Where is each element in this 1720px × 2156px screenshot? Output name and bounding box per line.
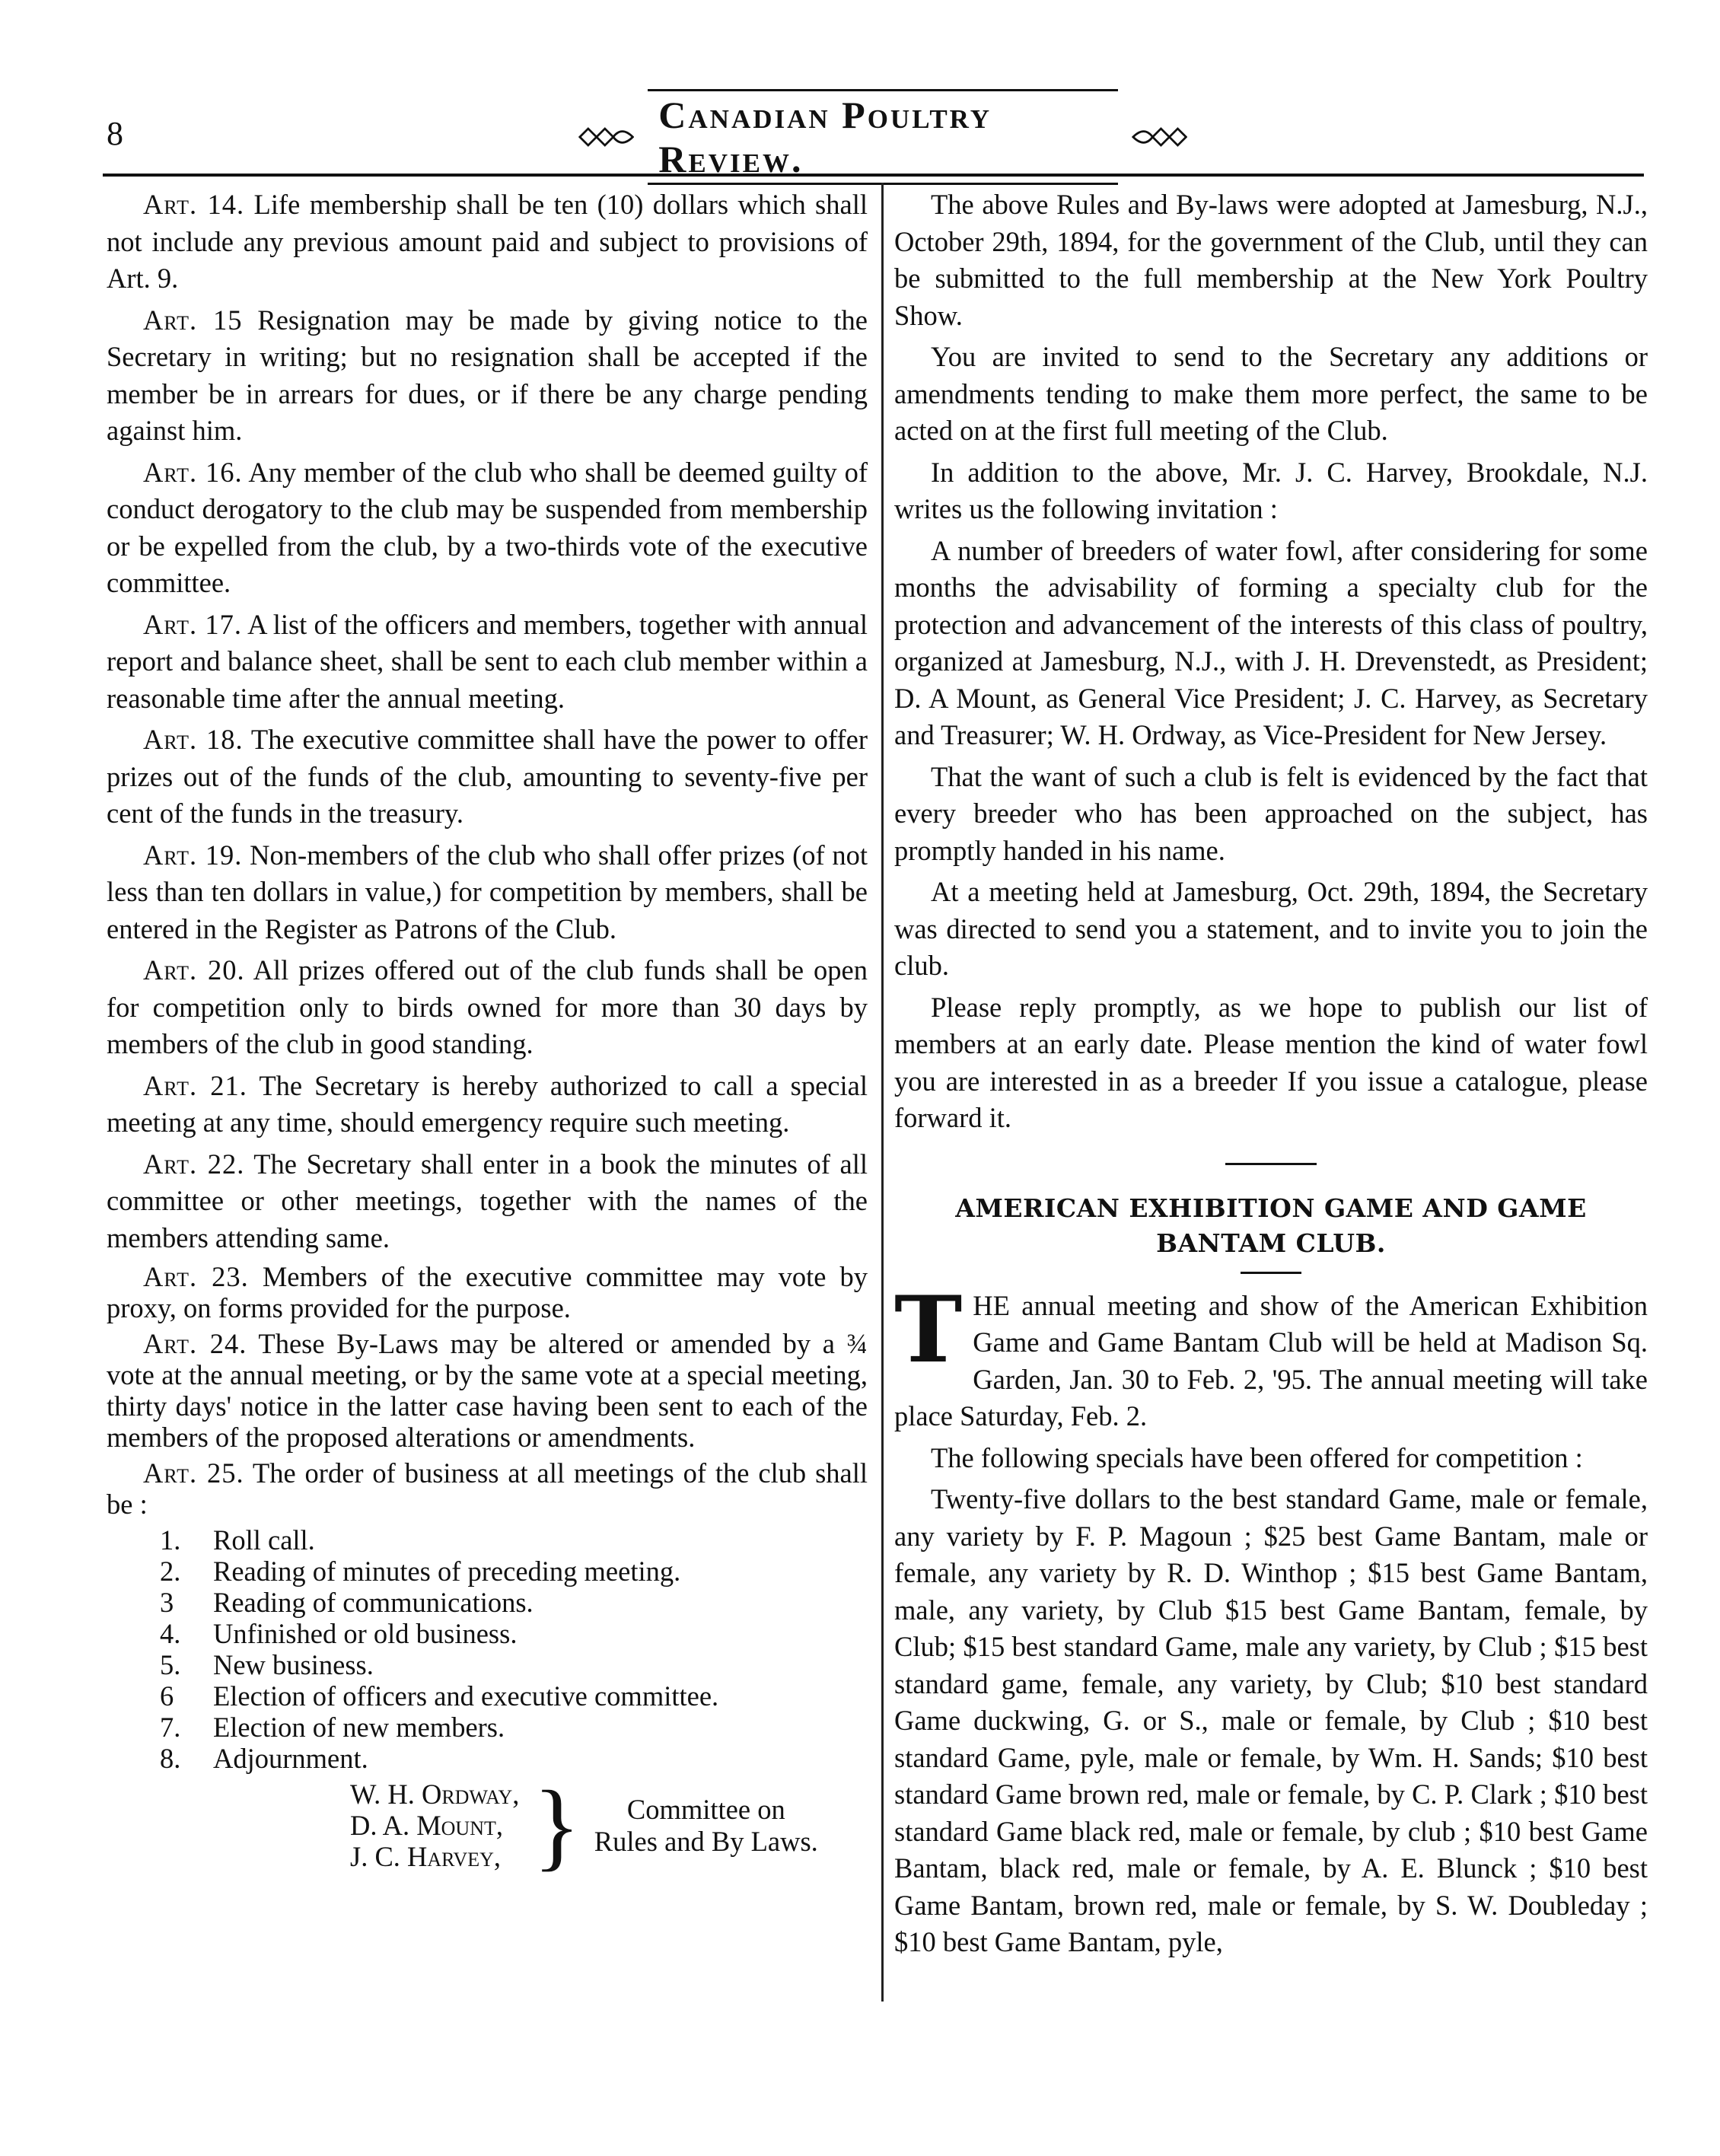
section-paragraph: THE annual meeting and show of the American Exhibition Game and Game Bantam Club will be held at Madison Sq. Garden, Jan. 30 to Feb. 2, '95. The annual meeting will take place Saturday, Feb. 2.	[894, 1275, 1648, 1431]
paragraph: A number of breeders of water fowl, after considering for some months the advisability of forming a specialty club for the protection and advancement of the interests of this class of poultry, organized at Jamesburg, N.J., with J. H. Drevenstedt, as President; D. A Mount, as General Vice President; J. C. Harvey, as Secretary and Treasurer; W. H. Ordway, as Vice-President for New Jersey.	[894, 534, 1648, 750]
list-item: 5. New business.	[160, 1649, 374, 1680]
paragraph: In addition to the above, Mr. J. C. Harvey, Brookdale, N.J. writes us the following invitation :	[894, 456, 1648, 524]
article-16: Art. 16. Any member of the club who shall be deemed guilty of conduct derogatory to the club may be suspended from membership or be expelled from the club, by a two-thirds vote of the executive committee.	[107, 456, 868, 598]
article-14: Art. 14. Life membership shall be ten (10) dollars which shall not include any previous amount paid and subject to provisions of Art. 9.	[107, 189, 868, 294]
right-column	[894, 186, 1648, 1966]
paragraph: You are invited to send to the Secretary any additions or amendments tending to make them more perfect, the same to be acted on at the first full meeting of the Club.	[894, 341, 1648, 446]
paragraph: That the want of such a club is felt is evidenced by the fact that every breeder who has been approached on the subject, has promptly handed in his name.	[894, 760, 1648, 866]
masthead	[578, 94, 1187, 180]
committee-label: Committee on Rules and By Laws.	[594, 1793, 818, 1857]
section-paragraph: The following specials have been offered for competition :	[931, 1441, 1583, 1473]
paragraph: The above Rules and By-laws were adopted at Jamesburg, N.J., October 29th, 1894, for the government of the Club, until they can be submitted to the full membership at the New York Poultry Show.	[894, 189, 1648, 331]
article-17: Art. 17. A list of the officers and members, together with annual report and balance sheet, shall be sent to each club member within a reasonable time after the annual meeting.	[107, 608, 868, 714]
article-19: Art. 19. Non-members of the club who shall offer prizes (of not less than ten dollars in value,) for competition by members, shall be entered in the Register as Patrons of the Club.	[107, 839, 868, 944]
list-item: 8. Adjournment.	[160, 1743, 368, 1774]
heading-underline	[1241, 1272, 1301, 1274]
list-item: 3 Reading of communications.	[160, 1587, 534, 1618]
signatory: W. H. Ordway,	[350, 1779, 520, 1810]
paragraph: Please reply promptly, as we hope to publish our list of members at an early date. Please mention the kind of water fowl you are interested in as a breeder If you issue a catalogue, please forward it.	[894, 991, 1648, 1133]
article-15: Art. 15 Resignation may be made by giving notice to the Secretary in writing; but no resignation shall be accepted if the member be in arrears for dues, or if there be any charge pending against him.	[107, 304, 868, 446]
column-divider	[881, 183, 884, 2002]
article-20: Art. 20. All prizes offered out of the club funds shall be open for competition only to birds owned for more than 30 days by members of the club in good standing.	[107, 954, 868, 1059]
section-heading: AMERICAN EXHIBITION GAME AND GAME BANTAM CLUB.	[955, 1193, 1587, 1258]
ornament-right-icon	[1132, 122, 1187, 152]
drop-cap: T	[894, 1275, 963, 1384]
list-item: 1. Roll call.	[160, 1524, 315, 1556]
signature-block	[350, 1770, 868, 1881]
page-number: 8	[107, 115, 123, 152]
paragraph: At a meeting held at Jamesburg, Oct. 29th, 1894, the Secretary was directed to send you a statement, and to invite you to join the club.	[894, 876, 1648, 981]
article-24: Art. 24. These By-Laws may be altered or amended by a ¾ vote at the annual meeting, or by the same vote at a special meeting, thirty days' notice in the latter case having been sent to each of the members of the proposed alterations or amendments.	[107, 1328, 868, 1453]
article-23: Art. 23. Members of the executive committee may vote by proxy, on forms provided for the purpose.	[107, 1261, 868, 1323]
article-18: Art. 18. The executive committee shall have the power to offer prizes out of the funds of the club, amounting to seventy-five per cent of the funds in the treasury.	[107, 724, 868, 829]
header-rule	[103, 174, 1644, 177]
signatory: D. A. Mount,	[350, 1810, 503, 1841]
left-column	[107, 186, 868, 1881]
brace-icon: }	[533, 1770, 581, 1881]
ornament-left-icon	[578, 122, 634, 152]
signatory-names	[350, 1779, 519, 1872]
list-item: 6 Election of officers and executive committee.	[160, 1680, 719, 1712]
section-paragraph: Twenty-five dollars to the best standard Game, male or female, any variety by F. P. Magoun ; $25 best Game Bantam, male or female, any variety by R. D. Winthop ; $15 best Game Bantam, male, any variety, by Club $15 best Game Bantam, female, by Club; $15 best standard Game, male any variety, by Club ; $15 best standard game, female, any variety, by Club; $10 best standard Game duckwing, G. or S., male or female, by Club ; $10 best standard Game, pyle, male or female, by Wm. H. Sands; $10 best standard Game brown red, male or female, by C. P. Clark ; $10 best standard Game black red, male or female, by club ; $10 best Game Bantam, black red, male or female, by A. E. Blunck ; $10 best Game Bantam, brown red, male or female, by S. W. Doubleday ; $10 best Game Bantam, pyle,	[894, 1483, 1648, 1957]
article-22: Art. 22. The Secretary shall enter in a book the minutes of all committee or other meetings, together with the names of the members attending same.	[107, 1148, 868, 1253]
article-25: Art. 25. The order of business at all meetings of the club shall be :	[107, 1457, 868, 1520]
list-item: 2. Reading of minutes of preceding meeting.	[160, 1556, 681, 1587]
list-item: 4. Unfinished or old business.	[160, 1618, 518, 1649]
article-21: Art. 21. The Secretary is hereby authorized to call a special meeting at any time, should emergency require such meeting.	[107, 1069, 868, 1138]
order-of-business-list	[160, 1524, 868, 1774]
signatory: J. C. Harvey,	[350, 1841, 502, 1872]
masthead-title: Canadian Poultry Review.	[648, 89, 1117, 185]
list-item: 7. Election of new members.	[160, 1712, 505, 1743]
section-divider	[1225, 1163, 1317, 1165]
